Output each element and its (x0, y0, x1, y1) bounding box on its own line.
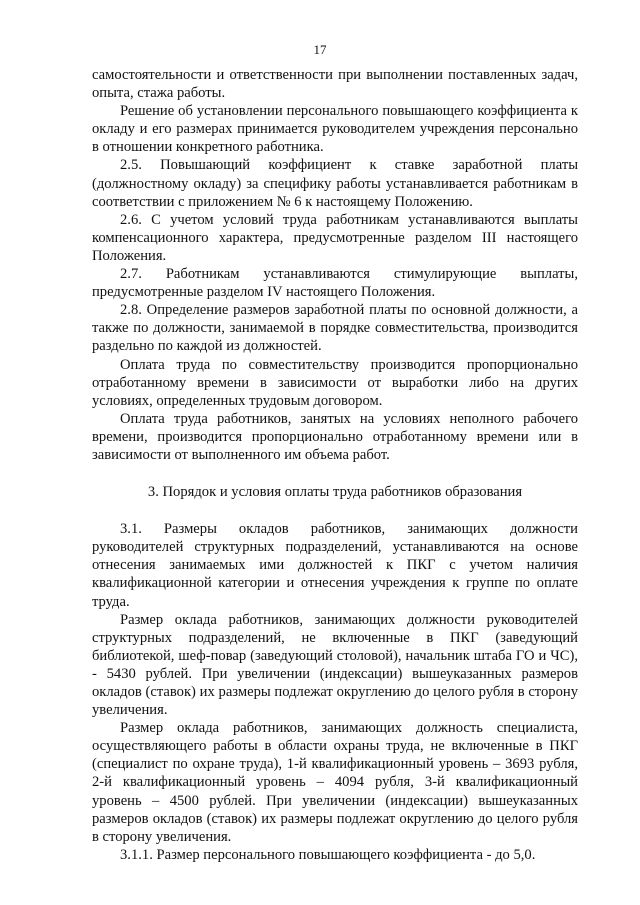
paragraph: Оплата труда работников, занятых на условиях неполного рабочего времени, производится пропорционально отработанному времени или в зависимости от выполненного им объема работ. (92, 410, 578, 463)
paragraph: самостоятельности и ответственности при выполнении поставленных задач, опыта, стажа работы. (92, 67, 578, 102)
document-body (92, 66, 578, 864)
paragraph: Оплата труда по совместительству производится пропорционально отработанному времени в зависимости от выработки либо на других условиях, определенных трудовым договором. (92, 356, 578, 409)
paragraph: 2.7. Работникам устанавливаются стимулирующие выплаты, предусмотренные разделом IV настоящего Положения. (92, 266, 578, 301)
page-number: 17 (313, 42, 327, 57)
paragraph: Решение об установлении персонального повышающего коэффициента к окладу и его размерах принимается руководителем учреждения персонально в отношении конкретного работника. (92, 103, 578, 156)
paragraph: Размер оклада работников, занимающих должность специалиста, осуществляющего работы в области охраны труда, не включенные в ПКГ (специалист по охране труда), 1-й квалификационный уровень – 3693 рубля, 2-й квалификационный уровень – 4094 рубля, 3-й квалификационный уровень – 4500 рублей. При увеличении (индексации) вышеуказанных размеров окладов (ставок) их размеры подлежат округлению до целого рубля в сторону увеличения. (92, 720, 578, 845)
paragraph: 2.8. Определение размеров заработной платы по основной должности, а также по должности, занимаемой в порядке совместительства, производится раздельно по каждой из должностей. (92, 302, 578, 355)
paragraph: 2.6. С учетом условий труда работникам устанавливаются выплаты компенсационного характера, предусмотренные разделом III настоящего Положения. (92, 211, 578, 264)
paragraph: Размер оклада работников, занимающих должности руководителей структурных подразделений, не включенные в ПКГ (заведующий библиотекой, шеф-повар (заведующий столовой), начальник штаба ГО и ЧС), - 5430 рублей. При увеличении (индексации) вышеуказанных размеров окладов (ставок) их размеры подлежат округлению до целого рубля в сторону увеличения. (92, 611, 578, 719)
section-heading: 3. Порядок и условия оплаты труда работников образования (147, 484, 523, 501)
paragraph: 3.1. Размеры окладов работников, занимающих должности руководителей структурных подразделений, устанавливаются на основе отнесения занимаемых ими должностей к ПКГ с учетом наличия квалификационной категории и отнесения учреждения к группе по оплате труда. (92, 521, 578, 610)
paragraph: 2.5. Повышающий коэффициент к ставке заработной платы (должностному окладу) за специфику работы устанавливается работникам в соответствии с приложением № 6 к настоящему Положению. (92, 157, 578, 210)
paragraph: 3.1.1. Размер персонального повышающего коэффициента - до 5,0. (120, 846, 536, 863)
